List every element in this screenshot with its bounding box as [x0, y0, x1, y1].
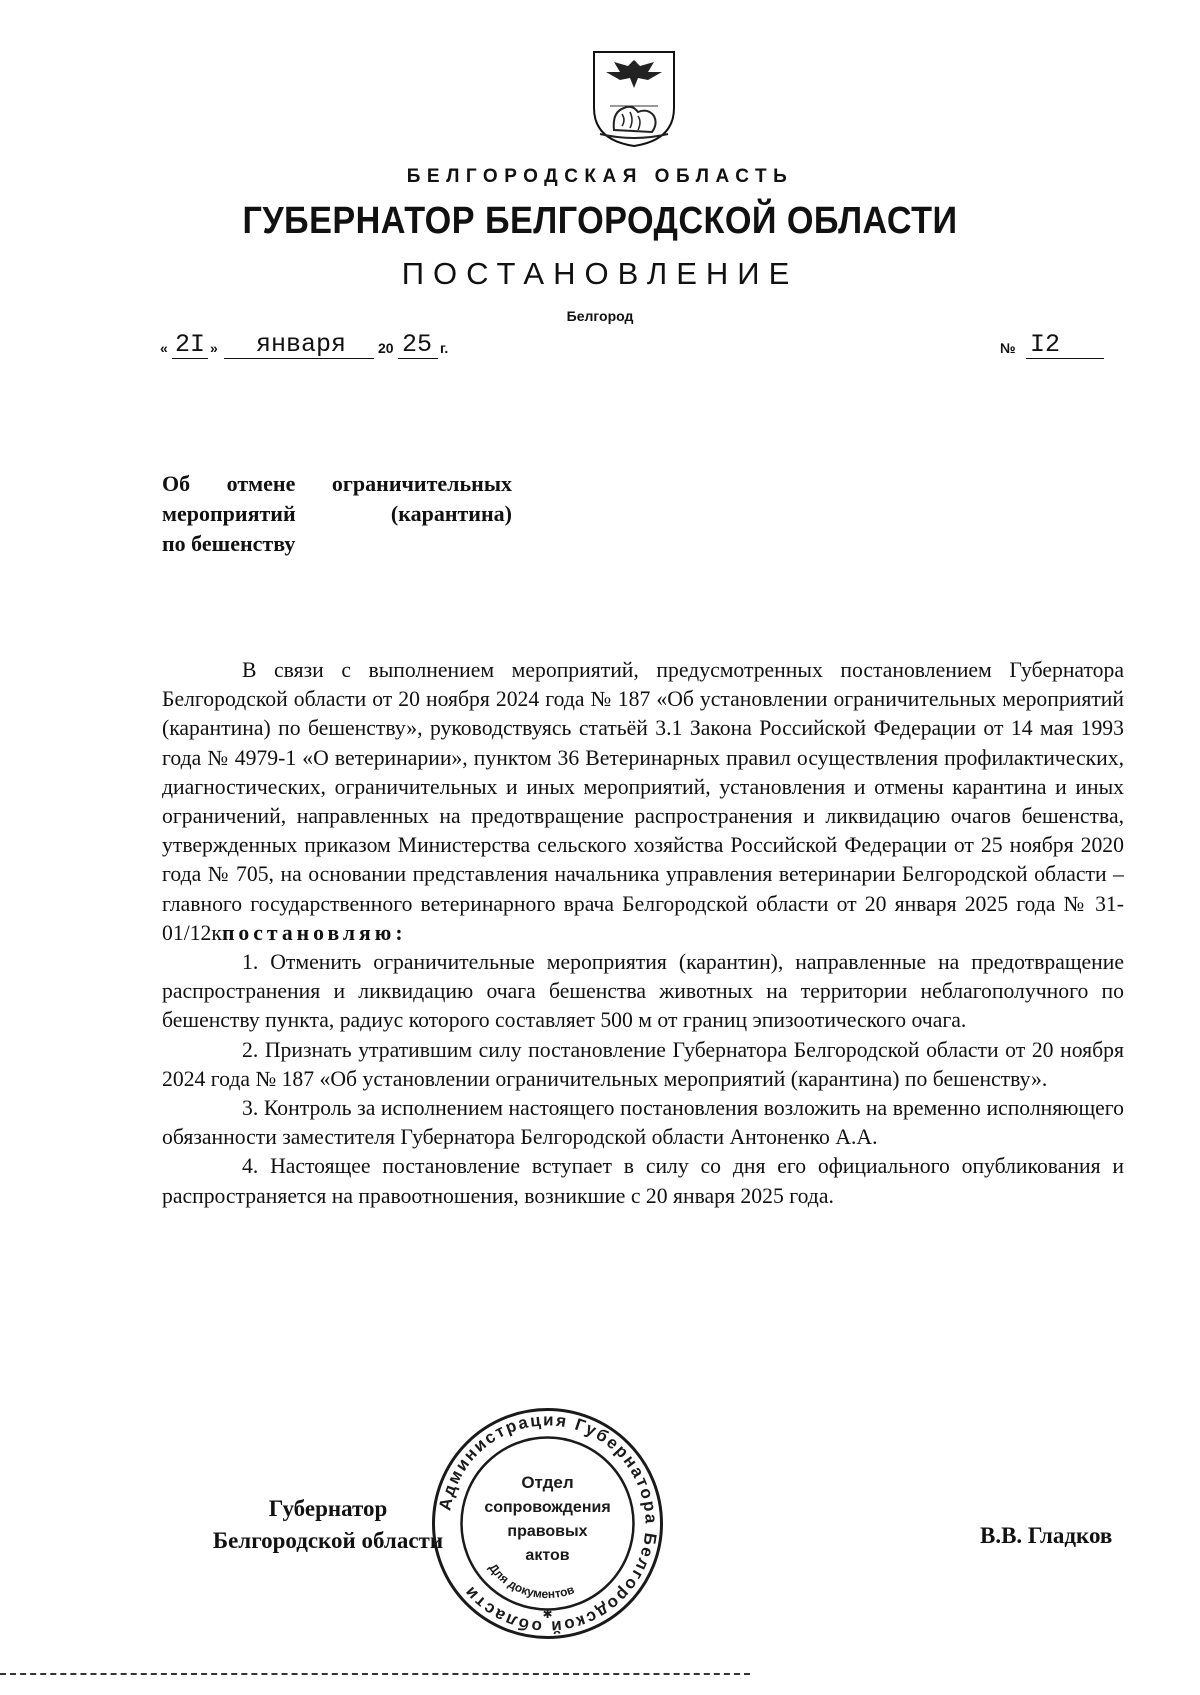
year-underline: [398, 358, 438, 359]
signatory-name: В.В. Гладков: [980, 1523, 1113, 1548]
document-type-heading: ПОСТАНОВЛЕНИЕ: [401, 256, 799, 291]
date-open-quote: «: [160, 340, 168, 356]
signatory-title-line-2: Белгородской области: [212, 1528, 444, 1553]
date-close-quote: »: [210, 340, 218, 356]
clause-4: 4. Настоящее постановление вступает в силу со дня его официального опубликования и распространяется на правоотношения, возникшие с 20 января 2025 года.: [162, 1154, 1124, 1208]
number-line: [1000, 328, 1110, 360]
coat-of-arms-icon: [592, 50, 676, 148]
footer-dashed-rule: [0, 1673, 750, 1675]
resolve-word: постановляю:: [221, 920, 407, 945]
month-underline: [224, 358, 374, 359]
stamp-seal-icon: [430, 1406, 665, 1641]
subject-line-2a: мероприятий: [162, 501, 296, 526]
stamp-center-line-1: Отдел: [521, 1473, 574, 1492]
preamble-paragraph: [162, 656, 1124, 948]
stamp-center-line-2: сопровождения: [484, 1499, 611, 1516]
svg-text:✱: ✱: [542, 1607, 553, 1621]
subject-line-3: по бешенству: [162, 531, 296, 556]
day-underline: [172, 358, 208, 359]
subject-line-2b: (карантина): [390, 501, 512, 526]
date-line: [160, 328, 500, 360]
official-stamp: [430, 1406, 665, 1641]
document-number: I2: [1030, 330, 1061, 359]
clause-1: 1. Отменить ограничительные мероприятия (карантин), направленные на предотвращение распространения и ликвидацию очага бешенства животных на территории неблагополучного по бешенству пункта, радиус которого составляет 500 м от границ эпизоотического очага.: [162, 950, 1124, 1033]
stamp-inner-text: Для документов: [486, 1560, 577, 1602]
number-label: №: [1000, 340, 1016, 356]
region-heading: БЕЛГОРОДСКАЯ ОБЛАСТЬ: [406, 166, 794, 187]
subject-line-1: Об отмене ограничительных: [162, 471, 512, 496]
date-year-suffix: 25: [402, 330, 433, 359]
signatory-title-line-1: Губернатор: [268, 1496, 388, 1521]
coat-of-arms-emblem: [592, 50, 676, 148]
document-subject: [162, 469, 512, 559]
date-year-abbr: г.: [440, 340, 449, 356]
date-day: 2I: [175, 330, 206, 359]
stamp-center-line-3: правовых: [507, 1523, 588, 1540]
stamp-center-line-4: актов: [525, 1547, 570, 1564]
date-year-prefix: 20: [378, 340, 394, 356]
city-label: Белгород: [566, 308, 634, 324]
clause-3: 3. Контроль за исполнением настоящего постановления возложить на временно исполняющего обязанности заместителя Губернатора Белгородской области Антоненко А.А.: [162, 1096, 1124, 1150]
date-month: января: [256, 330, 347, 359]
subject-line-2: [162, 499, 512, 529]
clause-2: 2. Признать утратившим силу постановление Губернатора Белгородской области от 20 ноября 2024 года № 187 «Об установлении ограничительных мероприятий (карантина) по бешенству».: [162, 1037, 1124, 1091]
preamble-text: В связи с выполнением мероприятий, предусмотренных постановлением Губернатора Белгородской области от 20 ноября 2024 года № 187 «Об установлении ограничительных мероприятий (карантина) по бешенству», руководствуясь статьёй 3.1 Закона Российской Федерации от 14 мая 1993 года № 4979-1 «О ветеринарии», пунктом 36 Ветеринарных правил осуществления профилактических, диагностических, ограничительных и иных мероприятий, установления и отмены карантина и иных ограничений, направленных на предотвращение распространения и ликвидацию очагов бешенства, утвержденных приказом Министерства сельского хозяйства Российской Федерации от 25 ноября 2020 года № 705, на основании представления начальника управления ветеринарии Белгородской области – главного государственного ветеринарного врача Белгородской области от 20 января 2025 года № 31-01/12к: [162, 658, 1124, 945]
authority-heading: ГУБЕРНАТОР БЕЛГОРОДСКОЙ ОБЛАСТИ: [242, 200, 958, 242]
document-body: [162, 656, 1124, 1211]
number-underline: [1026, 358, 1104, 359]
stamp-outer-text: Администрация Губернатора Белгородской области: [435, 1410, 661, 1637]
